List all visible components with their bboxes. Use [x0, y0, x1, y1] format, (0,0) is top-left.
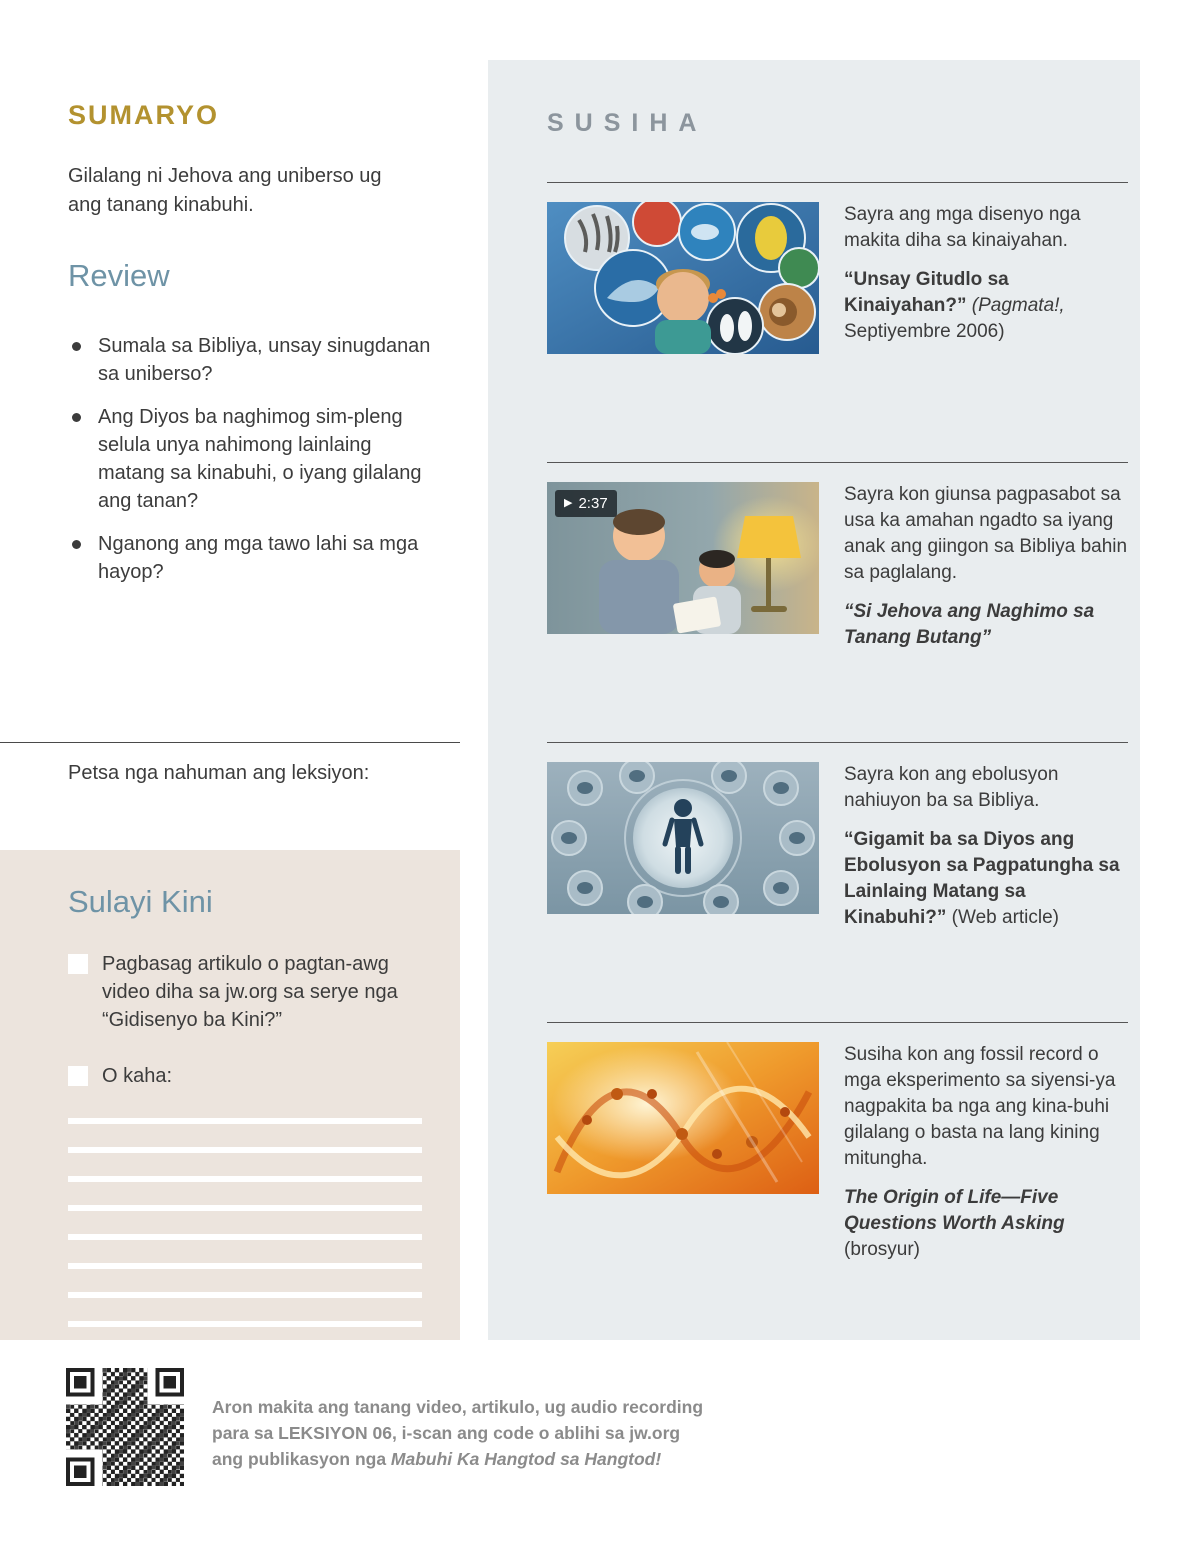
- video-duration: 2:37: [578, 495, 608, 512]
- media-item-description: Sayra kon giunsa pagpasabot sa usa ka amahan ngadto sa iyang anak ang giingon sa Bibliya bahin sa paglalang.: [844, 484, 1128, 583]
- media-item-text: [844, 482, 1128, 742]
- writing-line: [68, 1263, 422, 1269]
- try-this-item-text: O kaha:: [102, 1065, 173, 1087]
- thumbnail-nature-designs: [547, 202, 819, 354]
- review-heading: Review: [68, 258, 170, 293]
- writing-line: [68, 1234, 422, 1240]
- media-item: [547, 1023, 1128, 1263]
- review-bullet: [68, 332, 440, 388]
- writing-line: [68, 1147, 422, 1153]
- try-this-heading: Sulayi Kini: [68, 884, 213, 919]
- review-bullet-list: [68, 332, 440, 601]
- media-item-reference: [844, 267, 1128, 345]
- writing-lines: [68, 1118, 422, 1327]
- reference-source: (brosyur): [844, 1239, 921, 1260]
- summary-text: Gilalang ni Jehova ang uniberso ug ang tanang kinabuhi.: [68, 165, 382, 216]
- footer-text: [212, 1368, 703, 1472]
- review-bullet: [68, 530, 440, 586]
- thumbnail-evolution-article: [547, 762, 819, 914]
- susiha-heading: SUSIHA: [547, 109, 708, 137]
- reference-title: “Unsay Gitudlo sa Kinaiyahan?”: [844, 269, 1009, 316]
- summary-heading: SUMARYO: [68, 100, 220, 130]
- media-item-description: Sayra kon ang ebolusyon nahiuyon ba sa Bibliya.: [844, 764, 1059, 811]
- reference-source: (Web article): [951, 907, 1060, 928]
- media-item: [547, 743, 1128, 1022]
- reference-title-italic: “Si Jehova ang Naghimo sa Tanang Butang”: [844, 601, 1095, 648]
- media-item-description: Sayra ang mga disenyo nga makita diha sa kinaiyahan.: [844, 204, 1081, 251]
- video-duration-badge: [555, 490, 617, 517]
- reference-source-italic: (Pagmata!,: [971, 295, 1065, 316]
- writing-line: [68, 1292, 422, 1298]
- review-bullet-text: Ang Diyos ba naghimog sim-pleng selula unya nahimong lainlaing matang sa kinabuhi, o iyang gilalang ang tanan?: [98, 406, 422, 512]
- review-bullet-text: Nganong ang mga tawo lahi sa mga hayop?: [98, 533, 419, 583]
- try-this-item: [68, 950, 422, 1034]
- reference-title-italic: The Origin of Life—Five Questions Worth Asking: [844, 1187, 1065, 1234]
- media-item-text: [844, 762, 1128, 1022]
- nature-designs-art: [547, 202, 819, 354]
- media-item-text: [844, 1042, 1128, 1263]
- writing-line: [68, 1176, 422, 1182]
- footer-line: Aron makita ang tanang video, artikulo, ug audio recording: [212, 1397, 704, 1417]
- susiha-panel: [488, 60, 1140, 1340]
- try-this-box: [0, 850, 460, 1340]
- evolution-art: [547, 762, 819, 914]
- checkbox: [68, 1066, 88, 1086]
- left-divider: [0, 742, 460, 743]
- writing-line: [68, 1321, 422, 1327]
- media-item-text: [844, 202, 1128, 462]
- writing-line: [68, 1118, 422, 1124]
- media-item-reference: [844, 827, 1128, 931]
- writing-line: [68, 1205, 422, 1211]
- thumbnail-father-son-video: [547, 482, 819, 634]
- review-bullet-text: Sumala sa Bibliya, unsay sinugdanan sa uniberso?: [98, 335, 431, 385]
- completion-date-label: Petsa nga nahuman ang leksiyon:: [68, 762, 370, 784]
- dna-art: [547, 1042, 819, 1194]
- qr-code: [66, 1368, 184, 1486]
- review-bullet: [68, 403, 440, 515]
- media-item-reference: [844, 1185, 1128, 1263]
- footer-line: [212, 1446, 703, 1472]
- thumbnail-origin-of-life: [547, 1042, 819, 1194]
- reference-source: Septiyembre 2006): [844, 321, 1005, 342]
- media-item: [547, 183, 1128, 462]
- checkbox: [68, 954, 88, 974]
- media-item: [547, 463, 1128, 742]
- try-this-item: [68, 1062, 422, 1090]
- publication-title: Mabuhi Ka Hangtod sa Hangtod!: [390, 1449, 662, 1469]
- footer-line: para sa LEKSIYON 06, i-scan ang code o ablihi sa jw.org: [212, 1423, 681, 1443]
- media-item-description: Susiha kon ang fossil record o mga eksperimento sa siyensi-ya nagpakita ba nga ang kina-buhi gilalang o basta na lang kining mitungha.: [844, 1044, 1116, 1169]
- reference-title: “Gigamit ba sa Diyos ang Ebolusyon sa Pagpatungha sa Lainlaing Matang sa Kinabuhi?”: [844, 829, 1120, 928]
- media-item-reference: [844, 599, 1128, 651]
- play-icon: ▶: [564, 497, 573, 509]
- footer: [66, 1368, 703, 1486]
- footer-line3-pre: ang publikasyon nga: [212, 1449, 391, 1469]
- try-this-item-text: Pagbasag artikulo o pagtan-awg video diha sa jw.org sa serye nga “Gidisenyo ba Kini?”: [102, 953, 398, 1031]
